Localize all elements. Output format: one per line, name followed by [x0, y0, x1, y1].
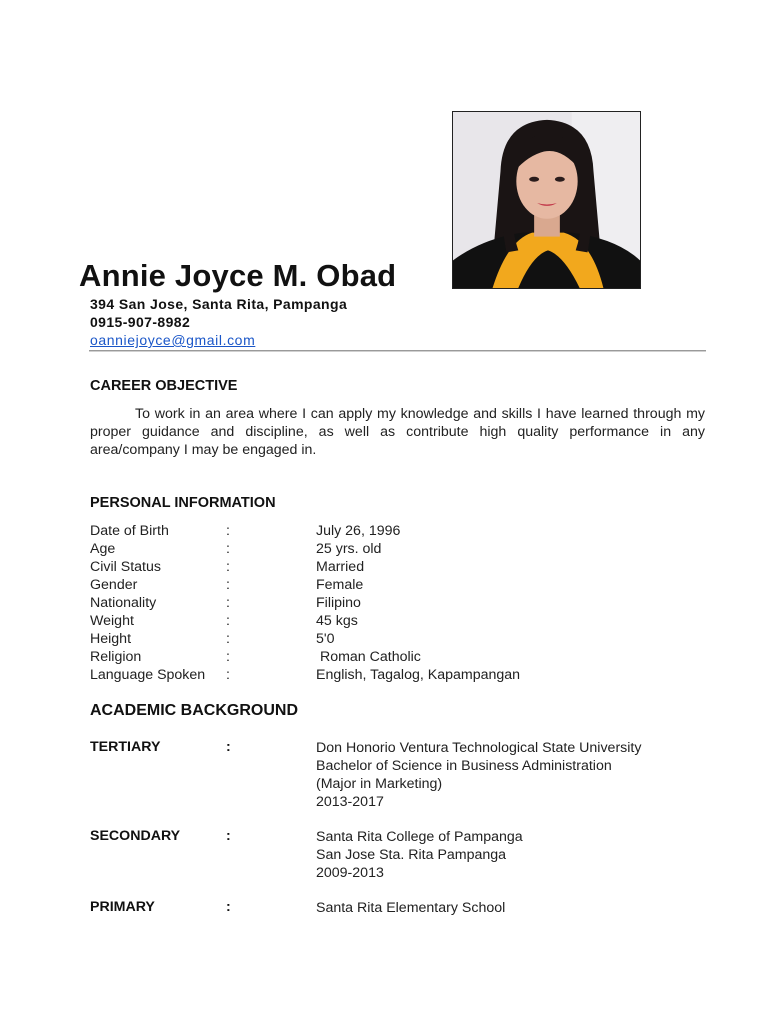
info-separator: :	[226, 523, 230, 539]
education-level: TERTIARY	[90, 739, 161, 755]
info-row-weight	[90, 613, 690, 631]
info-value: Female	[316, 577, 364, 593]
info-label: Nationality	[90, 595, 157, 611]
candidate-name: Annie Joyce M. Obad	[79, 258, 397, 293]
education-school: Santa Rita College of Pampanga	[316, 829, 523, 845]
info-row-date-of-birth	[90, 523, 690, 541]
info-label: Language Spoken	[90, 667, 206, 683]
info-label: Religion	[90, 649, 142, 665]
email-link[interactable]: oanniejoyce@gmail.com	[90, 332, 256, 348]
header-divider	[89, 350, 706, 352]
education-details	[316, 828, 523, 882]
academic-background-heading: ACADEMIC BACKGROUND	[90, 702, 298, 719]
education-years: 2013-2017	[316, 794, 384, 810]
info-value: Filipino	[316, 595, 361, 611]
education-location: San Jose Sta. Rita Pampanga	[316, 847, 507, 863]
info-row-language-spoken	[90, 667, 690, 685]
education-years: 2009-2013	[316, 865, 384, 881]
info-row-gender	[90, 577, 690, 595]
info-value: 25 yrs. old	[316, 541, 382, 557]
info-value: Roman Catholic	[316, 649, 421, 665]
career-objective-text: To work in an area where I can apply my knowledge and skills I have learned through my proper guidance and discipline, as well as contribute high quality performance in any area/company I may be engaged in.	[90, 406, 705, 458]
info-value: English, Tagalog, Kapampangan	[316, 667, 521, 683]
education-school: Don Honorio Ventura Technological State University	[316, 740, 642, 756]
education-details	[316, 899, 505, 917]
info-row-civil-status	[90, 559, 690, 577]
education-separator: :	[226, 899, 231, 915]
info-separator: :	[226, 541, 230, 557]
info-row-height	[90, 631, 690, 649]
education-level: PRIMARY	[90, 899, 155, 915]
career-objective-heading: CAREER OBJECTIVE	[90, 378, 238, 394]
education-level: SECONDARY	[90, 828, 181, 844]
education-school: Santa Rita Elementary School	[316, 900, 506, 916]
info-separator: :	[226, 577, 230, 593]
info-label: Gender	[90, 577, 138, 593]
info-row-age	[90, 541, 690, 559]
info-label: Age	[90, 541, 116, 557]
info-separator: :	[226, 649, 230, 665]
info-label: Date of Birth	[90, 523, 169, 539]
info-label: Height	[90, 631, 132, 647]
info-separator: :	[226, 613, 230, 629]
profile-photo	[452, 111, 641, 289]
info-value: 45 kgs	[316, 613, 358, 629]
address: 394 San Jose, Santa Rita, Pampanga	[90, 296, 348, 312]
info-label: Weight	[90, 613, 134, 629]
graduation-portrait-photo-icon	[453, 112, 640, 288]
info-value: 5'0	[316, 631, 335, 647]
info-row-nationality	[90, 595, 690, 613]
education-details	[316, 739, 641, 811]
info-label: Civil Status	[90, 559, 161, 575]
education-major: (Major in Marketing)	[316, 776, 443, 792]
info-value: July 26, 1996	[316, 523, 401, 539]
phone-number: 0915-907-8982	[90, 314, 191, 330]
info-separator: :	[226, 667, 230, 683]
info-row-religion	[90, 649, 690, 667]
education-separator: :	[226, 828, 231, 844]
info-separator: :	[226, 559, 230, 575]
info-separator: :	[226, 631, 230, 647]
education-separator: :	[226, 739, 231, 755]
education-degree: Bachelor of Science in Business Administration	[316, 758, 612, 774]
personal-information-heading: PERSONAL INFORMATION	[90, 495, 276, 511]
info-value: Married	[316, 559, 365, 575]
info-separator: :	[226, 595, 230, 611]
